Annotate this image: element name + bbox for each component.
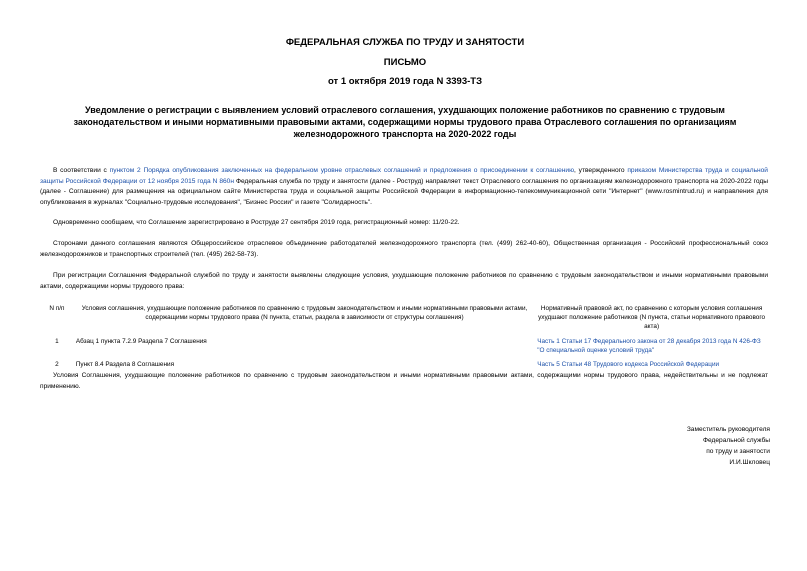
table-row (40, 337, 768, 355)
order-link[interactable]: приказом Министерства труда и социальной защиты Российской Федерации от 12 ноября 2015 года N 860н (40, 167, 768, 185)
row-condition: Пункт 8.4 Раздела 8 Соглашения (75, 361, 175, 368)
conditions-table (40, 304, 768, 369)
paragraph-4: При регистрации Соглашения Федеральной службой по труду и занятости выявлены следующие условия, ухудшающие положение работников по сравнению с трудовым законодательством и иными нормативными правовыми актами, содержащими нормы трудового права: (40, 272, 768, 290)
signature-position: Заместитель руководителя (686, 426, 770, 433)
table-header-act: Нормативный правовой акт, по сравнению с которым условия соглашения ухудшают положение работников (N пункта, статьи нормативного правового акта) (538, 305, 766, 330)
signature-agency: Федеральной службы (702, 437, 770, 444)
row-condition: Абзац 1 пункта 7.2.9 Раздела 7 Соглашения (75, 338, 207, 345)
table-row (40, 360, 768, 369)
signature-agency-2: по труду и занятости (706, 448, 770, 455)
signature-block (610, 424, 770, 468)
signature-name: И.И.Шкловец (729, 459, 770, 466)
row-num: 1 (55, 338, 59, 345)
paragraph-5: Условия Соглашения, ухудшающие положение работников по сравнению с трудовым законодательством и иными нормативными правовыми актами, содержащими нормы трудового права, недействительны и не подлежат применению. (40, 372, 768, 390)
doc-type-heading: ПИСЬМО (383, 57, 427, 68)
table-header-conditions: Условия соглашения, ухудшающие положение работников по сравнению с трудовым законодательством и иными нормативными правовыми актами, содержащими нормы трудового права (N пункта, статьи, раздела в зависимости от структуры соглашения) (81, 305, 528, 321)
paragraph-1 (40, 166, 768, 208)
row-act-link[interactable]: Часть 1 Статьи 17 Федерального закона от 28 декабря 2013 года N 426-ФЗ "О специальной оценке условий труда" (537, 338, 761, 354)
paragraph-1-text-c: Федеральная служба по труду и занятости (далее - Роструд) направляет текст Отраслевого соглашения по организациям железнодорожного транспорта на 2020-2022 годы (далее - Соглашение) для размещения на официальном сайте Министерства труда и социальной защиты Российской Федерации в информационно-телекоммуникационной сети "Интернет" (www.rosmintrud.ru) и направления для опубликования в журналах "Социально-трудовые исследования", "Бизнес России" и газете "Солидарность". (40, 177, 768, 206)
table-header-num: N п/п (49, 305, 65, 312)
row-act-link[interactable]: Часть 5 Статьи 48 Трудового кодекса Российской Федерации (537, 361, 720, 368)
paragraph-1-text-b: , утвержденного (574, 167, 628, 174)
paragraph-1-text-a: В соответствии с (53, 167, 110, 174)
procedure-link[interactable]: пунктом 2 Порядка опубликования заключенных на федеральном уровне отраслевых соглашений и предложения о присоединении к соглашению (109, 167, 575, 174)
paragraph-3: Сторонами данного соглашения являются Общероссийское отраслевое объединение работодателей железнодорожного транспорта (тел. (499) 262-40-60), Общественная организация - Российский профессиональный союз железнодорожников и транспортных строителей (тел. (495) 262-58-73). (40, 240, 768, 258)
table-header-row (40, 304, 768, 331)
row-num: 2 (55, 361, 59, 368)
doc-date-heading: от 1 октября 2019 года N 3393-ТЗ (327, 76, 483, 87)
agency-heading: ФЕДЕРАЛЬНАЯ СЛУЖБА ПО ТРУДУ И ЗАНЯТОСТИ (285, 37, 525, 48)
document-title: Уведомление о регистрации с выявлением условий отраслевого соглашения, ухудшающих положение работников по сравнению с трудовым законодательством и иными нормативными правовыми актами, содержащими нормы трудового права Отраслевого соглашения по организациям железнодорожного транспорта на 2020-2022 годы (73, 105, 737, 139)
paragraph-2: Одновременно сообщаем, что Соглашение зарегистрировано в Роструде 27 сентября 2019 года, регистрационный номер: 11/20-22. (53, 219, 460, 226)
